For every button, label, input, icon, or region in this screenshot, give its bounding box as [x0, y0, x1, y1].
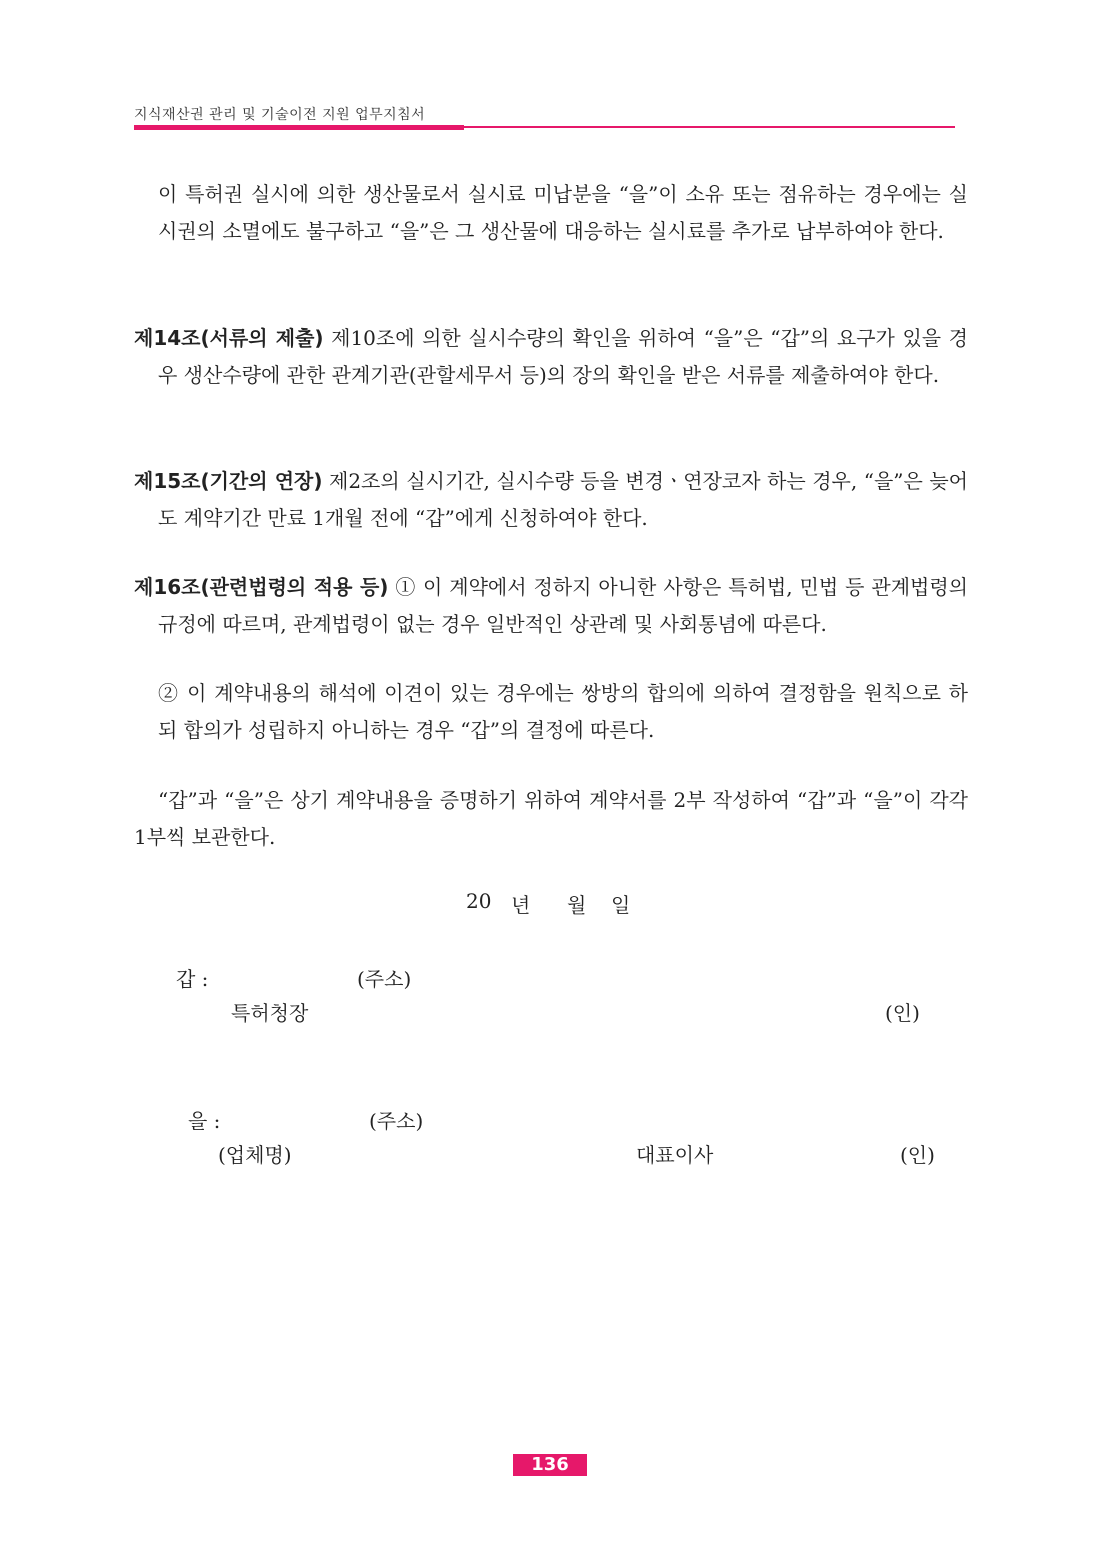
- date-year: 20: [466, 889, 492, 913]
- party-a-name: 특허청장: [231, 1001, 309, 1025]
- party-a-address: (주소): [357, 967, 412, 991]
- date-year-unit: 년: [511, 893, 531, 917]
- article-16: [134, 569, 968, 642]
- header-rule-accent: [134, 125, 464, 130]
- date-month-unit: 월: [567, 893, 587, 917]
- article-16-clause-2: ② 이 계약내용의 해석에 이견이 있는 경우에는 쌍방의 합의에 의하여 결정함을 원칙으로 하되 합의가 성립하지 아니하는 경우 “갑”의 결정에 따른다.: [158, 681, 968, 742]
- party-a-seal: (인): [885, 1001, 920, 1025]
- party-a-label: 갑 :: [176, 967, 209, 991]
- article-14-text: 제10조에 의한 실시수량의 확인을 위하여 “을”은 “갑”의 요구가 있을 경우 생산수량에 관한 관계기관(관할세무서 등)의 장의 확인을 받은 서류를 제출하여야 한다.: [158, 326, 968, 387]
- page-number: 136: [513, 1454, 587, 1476]
- party-b-representative: 대표이사: [636, 1143, 714, 1167]
- article-14-title: 제14조(서류의 제출): [134, 326, 324, 350]
- closing-statement: “갑”과 “을”은 상기 계약내용을 증명하기 위하여 계약서를 2부 작성하여 “갑”과 “을”이 각각 1부씩 보관한다.: [134, 788, 968, 849]
- party-b-seal: (인): [900, 1143, 935, 1167]
- document-header-title: 지식재산권 관리 및 기술이전 지원 업무지침서: [134, 107, 426, 123]
- article-16-title: 제16조(관련법령의 적용 등): [134, 575, 389, 599]
- article-15-text: 제2조의 실시기간, 실시수량 등을 변경ㆍ연장코자 하는 경우, “을”은 늦어도 계약기간 만료 1개월 전에 “갑”에게 신청하여야 한다.: [158, 469, 968, 530]
- continuation-paragraph: 이 특허권 실시에 의한 생산물로서 실시료 미납분을 “을”이 소유 또는 점유하는 경우에는 실시권의 소멸에도 불구하고 “을”은 그 생산물에 대응하는 실시료를 추가로 납부하여야 한다.: [158, 182, 968, 243]
- article-15-title: 제15조(기간의 연장): [134, 469, 323, 493]
- article-16-text-1: ① 이 계약에서 정하지 아니한 사항은 특허법, 민법 등 관계법령의 규정에 따르며, 관계법령이 없는 경우 일반적인 상관례 및 사회통념에 따른다.: [158, 575, 968, 636]
- party-b-address: (주소): [369, 1109, 424, 1133]
- article-14: [134, 320, 968, 393]
- party-b-company: (업체명): [218, 1143, 292, 1167]
- party-b-label: 을 :: [188, 1109, 221, 1133]
- date-day-unit: 일: [611, 893, 631, 917]
- article-15: [134, 463, 968, 536]
